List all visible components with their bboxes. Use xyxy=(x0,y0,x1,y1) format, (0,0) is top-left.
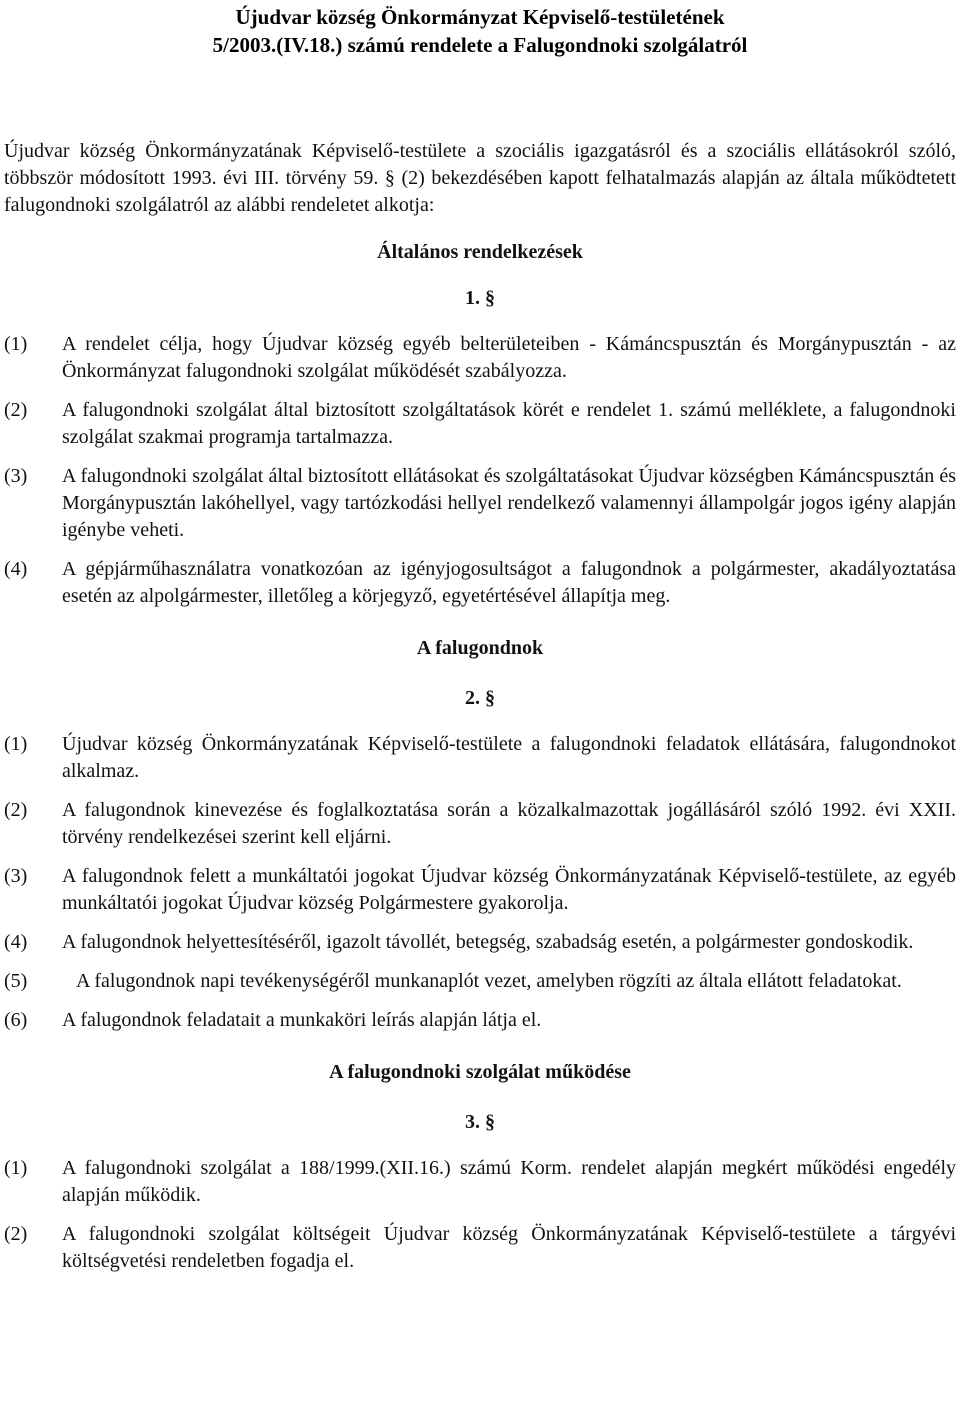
item-number: (1) xyxy=(4,333,28,355)
section-heading: A falugondnok xyxy=(416,637,544,659)
item-number: (3) xyxy=(4,865,28,887)
section-number: 1. § xyxy=(465,287,495,309)
item-number: (5) xyxy=(4,970,28,992)
preamble: Újudvar község Önkormányzatának Képviselő-testülete a szociális igazgatásról és a szociális ellátásokról szóló, többször módosított 1993. évi III. törvény 59. § (2) bekezdésében kapott felhatalmazás alapján az általa működtetett falugondnoki szolgálatról az alábbi rendeletet alkotja: xyxy=(4,140,956,216)
list-item xyxy=(4,1007,956,1034)
item-text: A falugondnok feladatait a munkaköri leírás alapján látja el. xyxy=(62,1009,542,1031)
item-number: (1) xyxy=(4,1157,28,1179)
item-text: A gépjárműhasználatra vonatkozóan az igényjogosultságot a falugondnok a polgármester, akadályoztatása esetén az alpolgármester, illetőleg a körjegyző, egyetértésével állapítja meg. xyxy=(62,558,956,607)
item-text: A falugondnok kinevezése és foglalkoztatása során a közalkalmazottak jogállásáról szóló 1992. évi XXII. törvény rendelkezései szerint kell eljárni. xyxy=(62,799,956,848)
item-number: (6) xyxy=(4,1009,28,1031)
item-number: (2) xyxy=(4,799,28,821)
item-number: (3) xyxy=(4,465,28,487)
section-heading: A falugondnoki szolgálat működése xyxy=(329,1061,631,1083)
item-text: A falugondnok napi tevékenységéről munkanaplót vezet, amelyben rögzíti az általa ellátott feladatokat. xyxy=(76,970,902,992)
document-page xyxy=(0,3,960,1421)
item-text: A falugondnok felett a munkáltatói jogokat Újudvar község Önkormányzatának Képviselő-testülete, az egyéb munkáltatói jogokat Újudvar község Polgármestere gyakorolja. xyxy=(62,865,956,914)
list-item xyxy=(4,731,956,785)
title-line-1: Újudvar község Önkormányzat Képviselő-testületének xyxy=(235,5,725,29)
section-heading: Általános rendelkezések xyxy=(377,241,583,263)
list-item xyxy=(4,556,956,610)
item-number: (1) xyxy=(4,733,28,755)
item-text: A falugondnoki szolgálat költségeit Újudvar község Önkormányzatának Képviselő-testülete a tárgyévi költségvetési rendeletben fogadja el. xyxy=(62,1223,956,1272)
item-text: A falugondnoki szolgálat által biztosított ellátásokat és szolgáltatásokat Újudvar községben Kámáncspusztán és Morgánypusztán lakóhellyel, vagy tartózkodási hellyel rendelkező valamennyi állampolgár jogos igény alapján igénybe veheti. xyxy=(62,465,956,541)
item-number: (4) xyxy=(4,931,28,953)
list-item xyxy=(4,331,956,385)
item-text: A falugondnok helyettesítéséről, igazolt távollét, betegség, szabadság esetén, a polgármester gondoskodik. xyxy=(62,931,914,953)
list-item xyxy=(4,968,956,995)
section-number: 3. § xyxy=(465,1111,495,1133)
item-number: (2) xyxy=(4,1223,28,1245)
list-item xyxy=(4,797,956,851)
item-text: A falugondnoki szolgálat a 188/1999.(XII.16.) számú Korm. rendelet alapján megkért működési engedély alapján működik. xyxy=(62,1157,956,1206)
item-number: (2) xyxy=(4,399,28,421)
item-text: A rendelet célja, hogy Újudvar község egyéb belterületeiben - Kámáncspusztán és Morgánypusztán - az Önkormányzat falugondnoki szolgálat működését szabályozza. xyxy=(62,333,956,382)
title-line-2: 5/2003.(IV.18.) számú rendelete a Falugondnoki szolgálatról xyxy=(212,33,748,57)
list-item xyxy=(4,397,956,451)
list-item xyxy=(4,1221,956,1275)
document-title xyxy=(4,3,956,59)
item-number: (4) xyxy=(4,558,28,580)
list-item xyxy=(4,463,956,544)
list-item xyxy=(4,1155,956,1209)
section-number: 2. § xyxy=(465,687,495,709)
item-text: A falugondnoki szolgálat által biztosított szolgáltatások körét e rendelet 1. számú melléklete, a falugondnoki szolgálat szakmai programja tartalmazza. xyxy=(62,399,956,448)
list-item xyxy=(4,929,956,956)
list-item xyxy=(4,863,956,917)
item-text: Újudvar község Önkormányzatának Képviselő-testülete a falugondnoki feladatok ellátására, falugondnokot alkalmaz. xyxy=(62,733,956,782)
